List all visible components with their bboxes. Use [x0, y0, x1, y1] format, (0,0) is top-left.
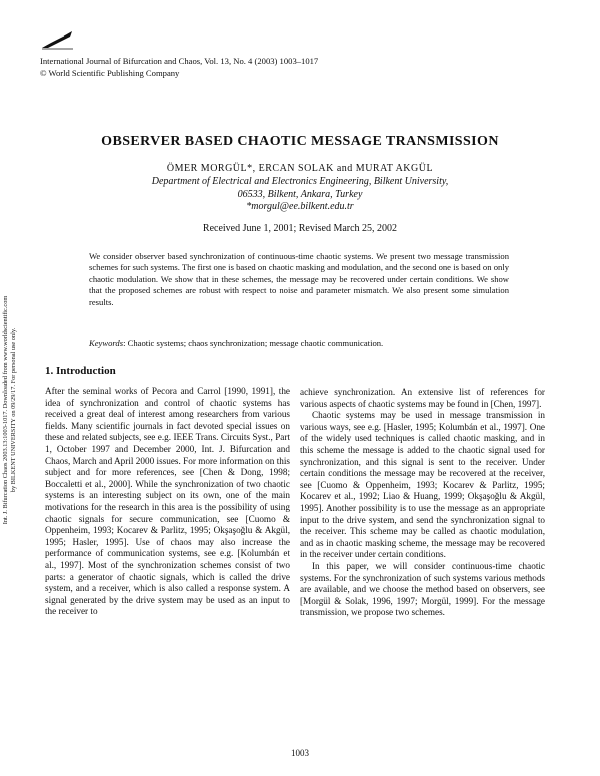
download-sidebar — [0, 232, 18, 592]
intro-paragraph-4: In this paper, we will consider continuous-time chaotic systems. For the synchronization of such systems various methods are available, and we choose the method based on observers, see [Morgül & Solak, 1996, 1997; Morgül, 1999]. For the message transmission, we propose two schemes. — [300, 560, 545, 618]
affiliation-line-2: 06533, Bilkent, Ankara, Turkey — [237, 188, 363, 200]
keywords-label: Keywords — [89, 338, 124, 348]
publisher-line: © World Scientific Publishing Company — [40, 68, 180, 78]
affiliation-line-1: Department of Electrical and Electronics Engineering, Bilkent University, — [151, 176, 449, 187]
keywords — [89, 338, 529, 348]
journal-header — [40, 55, 318, 79]
intro-paragraph-2: achieve synchronization. An extensive list of references for various aspects of chaotic systems may be found in [Chen, 1997]. — [300, 387, 545, 409]
intro-paragraph-1: After the seminal works of Pecora and Carrol [1990, 1991], the idea of synchronization and control of chaotic systems has received a great deal of interest among researchers from various fields. Many scientific journals in fact devoted special issues on these and related subjects, see e.g. IEEE Trans. Circuits Syst., Part 1, October 1997 and December 2000, Int. J. Bifurcation and Chaos, March and April 2000 issues. For more information on this subject and for more references, see [Chen & Dong, 1998; Boccaletti et al., 2000]. While the synchronization of two chaotic systems is an interesting subject on its own, one of the main motivations for the research in this area is the possibility of using chaotic signals for secure communication, see [Cuomo & Oppenheim, 1993; Kocarev & Parlitz, 1995; Okşaşoğlu & Akgül, 1995; Hasler, 1995]. Use of chaos may also increase the performance of communication systems, see e.g. [Kolumbán et al., 1997]. Most of the synchronization schemes consist of two parts: a generator of chaotic signals, which is called the drive system, and a receiver, which is also called a response system. A signal generated by the drive system may be used as an input to the receiver to — [45, 386, 290, 617]
journal-citation: International Journal of Bifurcation and Chaos, Vol. 13, No. 4 (2003) 1003–1017 — [40, 56, 319, 66]
page-number: 1003 — [291, 748, 309, 758]
sidebar-line-2: by BILKENT UNIVERSITY on 09/29/17. For personal use only. — [10, 327, 17, 493]
left-column — [45, 365, 290, 618]
world-scientific-logo-icon — [40, 28, 74, 50]
received-dates: Received June 1, 2001; Revised March 25, 2002 — [202, 223, 398, 234]
right-column — [300, 387, 545, 619]
keywords-list: : Chaotic systems; chaos synchronization; message chaotic communication. — [123, 338, 384, 348]
author-email: *morgul@ee.bilkent.edu.tr — [246, 201, 354, 212]
paper-title: OBSERVER BASED CHAOTIC MESSAGE TRANSMISSION — [101, 134, 499, 149]
intro-paragraph-3: Chaotic systems may be used in message transmission in various ways, see e.g. [Hasler, 1995; Kolumbán et al., 1997]. One of the widely used techniques is called chaotic masking, and in this scheme the message is added to the chaotic signal used for synchronization, and this signal is sent to the receiver. Under certain conditions the message may be recovered at the receiver, see [Cuomo & Oppenheim, 1993; Kocarev & Parlitz, 1995; Kocarev et al., 1992; Liao & Huang, 1999; Okşaşoğlu & Akgül, 1995]. Another possibility is to use the message as an appropriate input to the drive system, and send the synchronization signal to the receiver. This scheme may be called as chaotic modulation, and as in chaotic masking scheme, the message may be recovered in the receiver under certain conditions. — [300, 410, 545, 560]
affiliation — [0, 176, 600, 214]
paper-authors: ÖMER MORGÜL*, ERCAN SOLAK and MURAT AKGÜL — [166, 163, 434, 174]
abstract: We consider observer based synchronization of continuous-time chaotic systems. We present two message transmission schemes for such systems. The first one is based on chaotic masking and modulation, and the second one is based on only chaotic modulation. We show that in these schemes, the message may be recovered under certain conditions. We show that the proposed schemes are robust with respect to noise and parameter mismatch. We also present some simulation results. — [89, 251, 509, 307]
section-heading: 1. Introduction — [45, 365, 116, 377]
sidebar-line-1: Int. J. Bifurcation Chaos 2003.13:1003-1017. Downloaded from www.worldscientific.com — [2, 295, 9, 525]
